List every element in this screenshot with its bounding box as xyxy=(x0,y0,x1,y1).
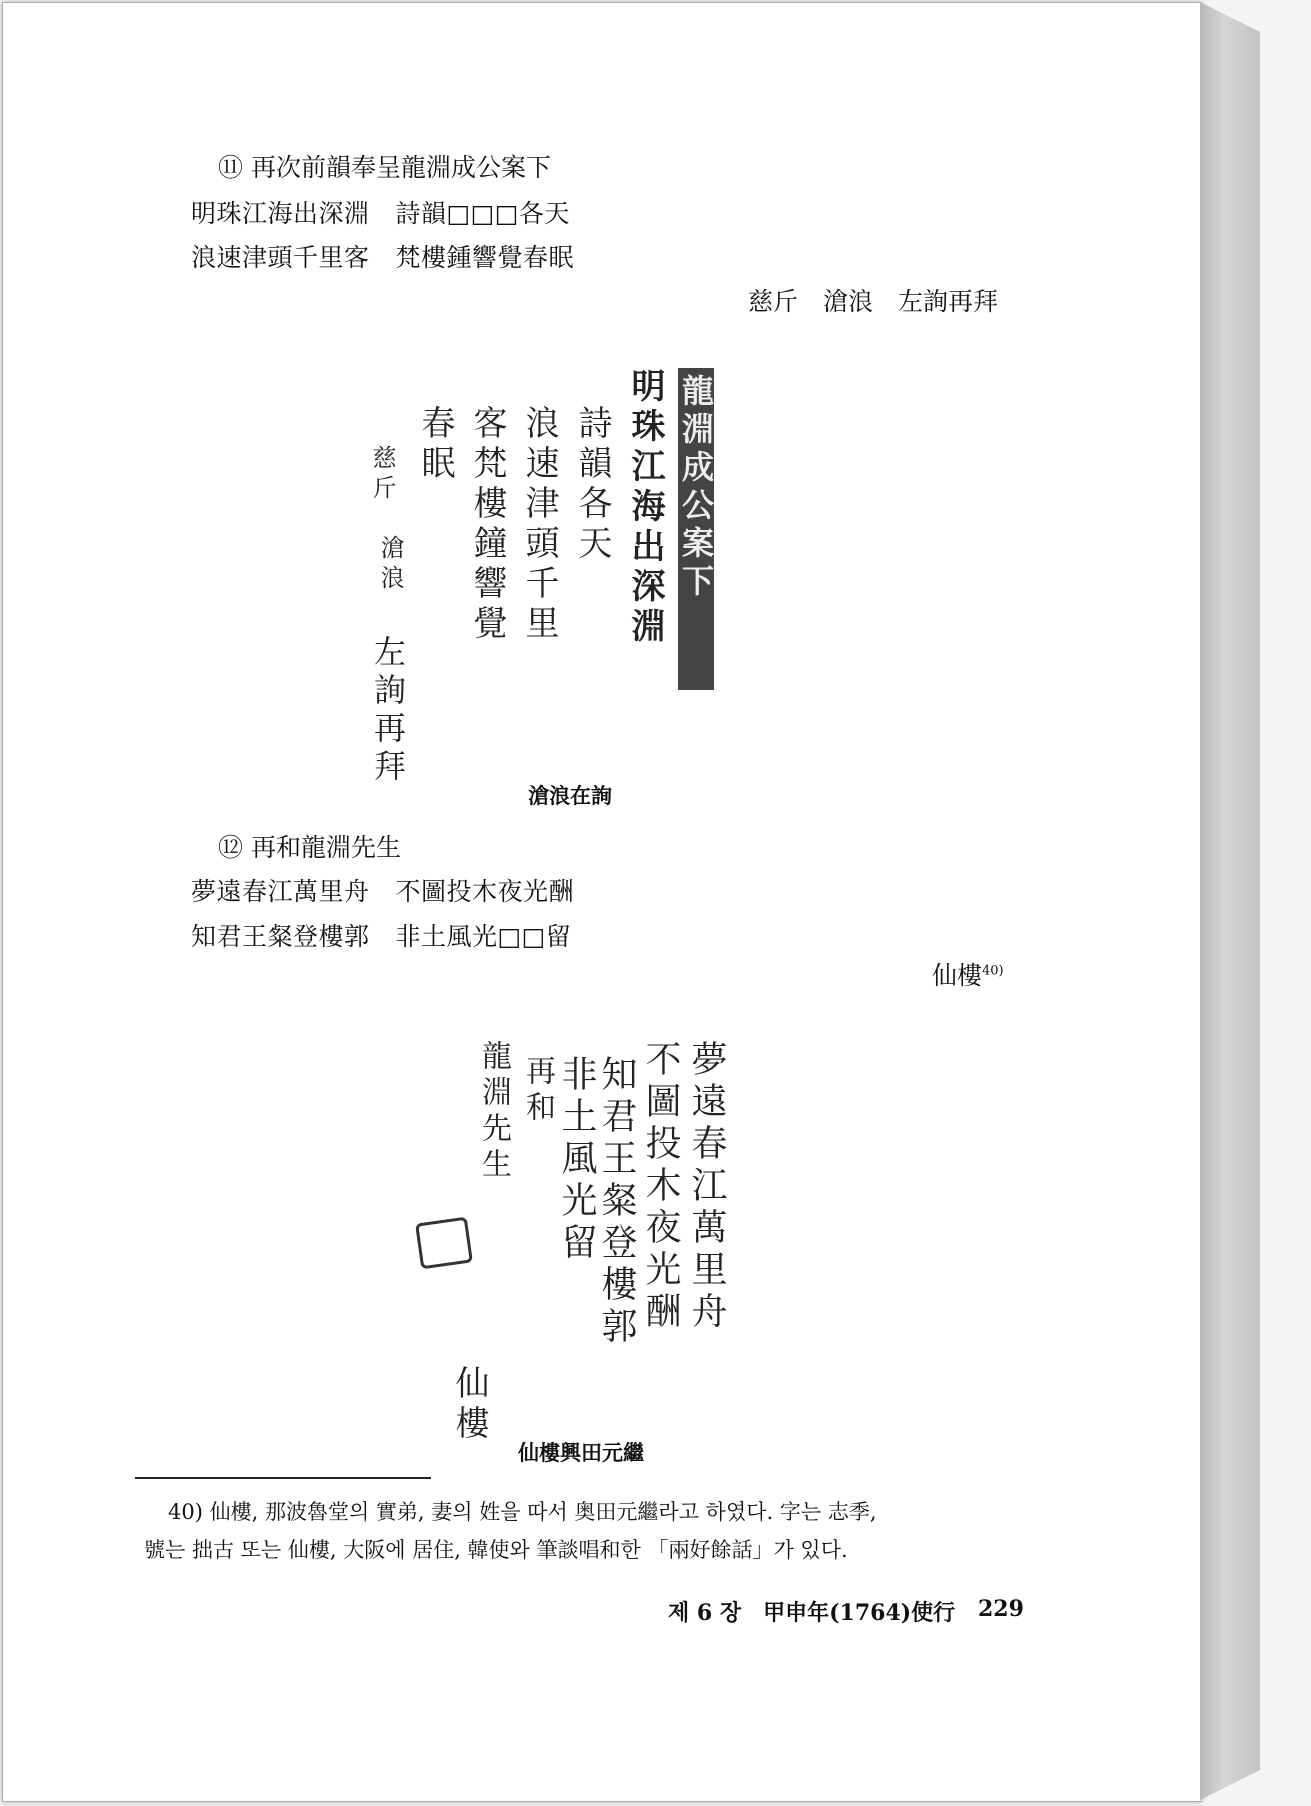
calligraphy-column: 不圖投木夜光酬 xyxy=(640,1040,681,1334)
signature-text: 仙樓 xyxy=(932,961,983,990)
section-12-signature xyxy=(932,956,1004,992)
calligraphy-column: 左詢再拜 xyxy=(369,635,407,787)
section-11-heading: ⑪ 再次前韻奉呈龍淵成公案下 xyxy=(218,153,551,182)
section-12-poem-line-2 xyxy=(191,917,571,953)
calligraphy-2-caption: 仙樓興田元繼 xyxy=(518,1440,644,1465)
calligraphy-1-caption: 滄浪在詢 xyxy=(528,783,612,808)
calligraphy-column: 詩韻各天 xyxy=(572,405,612,565)
calligraphy-column: 慈斤 xyxy=(368,445,396,505)
page-number: 229 xyxy=(978,1596,1024,1622)
section-12-heading: ⑫ 再和龍淵先生 xyxy=(218,833,401,862)
calligraphy-column: 龍淵成公案下 xyxy=(678,368,714,690)
calligraphy-column: 春眠 xyxy=(415,405,455,485)
calligraphy-column: 明珠江海出深淵 xyxy=(625,368,665,648)
calligraphy-column: 浪速津頭千里 xyxy=(519,405,559,645)
footnote-line-1: 40) 仙樓, 那波魯堂의 實弟, 妻의 姓을 따서 奥田元繼라고 하였다. 字는 志季, xyxy=(168,1500,877,1524)
running-footer-chapter: 제 6 장 甲申年(1764)使行 xyxy=(668,1600,956,1626)
calligraphy-column: 再和 xyxy=(520,1055,555,1127)
footnote-line-2: 號는 拙古 또는 仙樓, 大阪에 居住, 韓使와 筆談唱和한 「兩好餘話」가 있다. xyxy=(144,1538,848,1562)
poem-verse: 浪速津頭千里客 xyxy=(191,243,370,272)
calligraphy-column: 仙樓 xyxy=(449,1365,489,1445)
footnote-ref-40[interactable]: 40) xyxy=(982,963,1004,979)
calligraphy-column: 非土風光留 xyxy=(556,1055,597,1265)
poem-verse: 非土風光□□留 xyxy=(395,922,572,951)
poem-verse: 詩韻□□□各天 xyxy=(395,199,570,228)
section-11-poem-line-2 xyxy=(191,238,574,274)
poem-verse: 梵樓鍾響覺春眠 xyxy=(395,243,575,272)
poem-verse: 知君王粲登樓郭 xyxy=(191,922,370,951)
calligraphy-seal-mark xyxy=(415,1217,473,1270)
section-12-poem-line-1 xyxy=(191,872,574,908)
calligraphy-column: 知君王粲登樓郭 xyxy=(596,1055,637,1349)
book-spine xyxy=(1200,2,1260,1800)
calligraphy-column: 滄浪 xyxy=(376,535,404,595)
section-11-signature: 慈斤 滄浪 左詢再拜 xyxy=(748,287,999,316)
calligraphy-column: 客梵樓鐘響覺 xyxy=(467,405,507,645)
calligraphy-column: 夢遠春江萬里舟 xyxy=(686,1040,727,1334)
calligraphy-column: 龍淵先生 xyxy=(476,1040,511,1184)
section-11-poem-line-1 xyxy=(191,194,570,230)
footnote-divider xyxy=(135,1477,431,1479)
poem-verse: 夢遠春江萬里舟 xyxy=(191,877,370,906)
poem-verse: 不圖投木夜光酬 xyxy=(395,877,575,906)
poem-verse: 明珠江海出深淵 xyxy=(191,199,370,228)
